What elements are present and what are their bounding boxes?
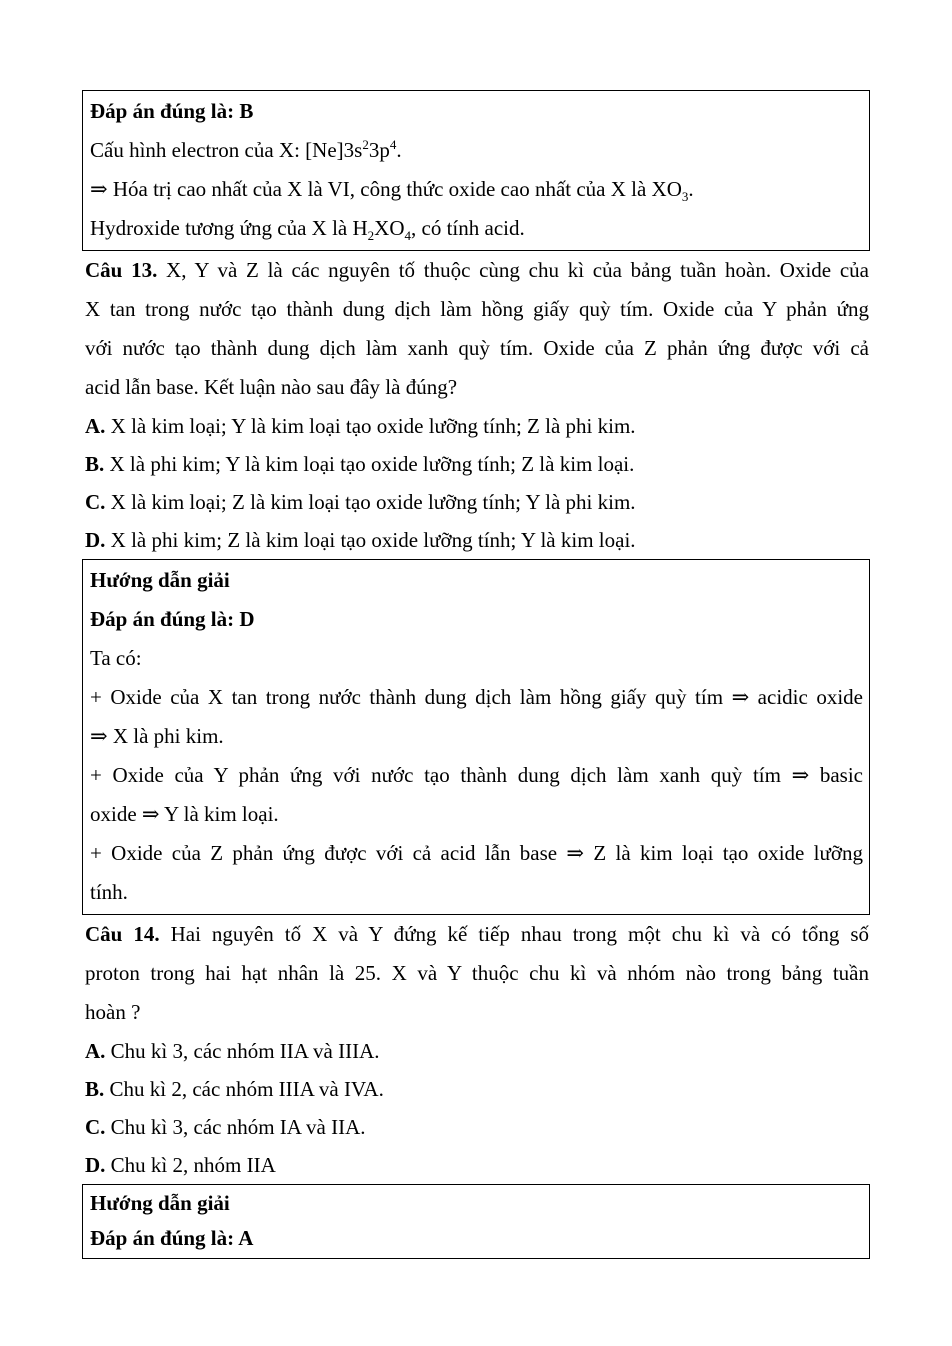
solution-point-z-line-2: tính. xyxy=(90,880,128,904)
option-text: Chu kì 3, các nhóm IA và IIA. xyxy=(105,1115,366,1139)
question-13-number: Câu 13. xyxy=(85,258,158,282)
subscript: 2 xyxy=(367,228,375,244)
question-13-line-2: X tan trong nước tạo thành dung dịch làm hồng giấy quỳ tím. Oxide của Y phản ứng xyxy=(85,297,869,321)
option-a xyxy=(85,1032,869,1070)
answer-label: Đáp án đúng là: B xyxy=(90,99,254,123)
solution-point-y-line-2: oxide ⇒ Y là kim loại. xyxy=(90,802,279,826)
solution-heading xyxy=(90,1186,863,1221)
question-13-options xyxy=(82,407,870,559)
option-text: X là kim loại; Z là kim loại tạo oxide lưỡng tính; Y là phi kim. xyxy=(105,490,636,514)
solution-intro: Ta có: xyxy=(90,646,142,670)
text-segment: . xyxy=(688,177,694,201)
solution-box-q13 xyxy=(82,559,870,915)
answer-line xyxy=(90,92,863,131)
option-d xyxy=(85,1146,869,1184)
text-segment: X, Y và Z là các nguyên tố thuộc cùng chu kì của bảng tuần hoàn. Oxide của xyxy=(157,258,869,282)
question-13 xyxy=(82,251,870,407)
text-segment: XO xyxy=(374,216,405,240)
option-text: Chu kì 2, các nhóm IIIA và IVA. xyxy=(104,1077,384,1101)
option-label: B. xyxy=(85,1077,105,1101)
text-segment: , có tính acid. xyxy=(411,216,525,240)
question-14 xyxy=(82,915,870,1032)
answer-line xyxy=(90,1221,863,1256)
solution-point-x-line-2: ⇒ X là phi kim. xyxy=(90,724,224,748)
superscript: 4 xyxy=(389,137,397,152)
question-13-line-1 xyxy=(85,251,869,290)
document-content xyxy=(82,90,870,1259)
answer-line xyxy=(90,600,863,639)
option-b xyxy=(85,445,869,483)
solution-heading xyxy=(90,561,863,600)
superscript: 2 xyxy=(362,137,369,152)
option-label: A. xyxy=(85,414,106,438)
solution-point-y-line-1: + Oxide của Y phản ứng với nước tạo thành dung dịch làm xanh quỳ tím ⇒ basic xyxy=(90,763,863,787)
option-label: C. xyxy=(85,1115,106,1139)
option-label: C. xyxy=(85,490,106,514)
option-c xyxy=(85,483,869,521)
text-segment: Cấu hình electron của X: [Ne]3s xyxy=(90,138,363,162)
electron-config-line xyxy=(90,131,863,170)
text-segment: . xyxy=(396,138,402,162)
option-label: D. xyxy=(85,528,106,552)
answer-label: Đáp án đúng là: D xyxy=(90,607,255,631)
option-a xyxy=(85,407,869,445)
option-c xyxy=(85,1108,869,1146)
answer-box-q12 xyxy=(82,90,870,251)
text-segment: Hydroxide tương ứng của X là H xyxy=(90,216,368,240)
solution-heading-text: Hướng dẫn giải xyxy=(90,1191,230,1215)
text-segment: ⇒ Hóa trị cao nhất của X là VI, công thức oxide cao nhất của X là XO xyxy=(90,177,682,201)
text-segment: 3p xyxy=(368,138,390,162)
text-segment: Hai nguyên tố X và Y đứng kế tiếp nhau trong một chu kì và có tổng số xyxy=(159,922,869,946)
question-13-line-3: với nước tạo thành dung dịch làm xanh quỳ tím. Oxide của Z phản ứng được với cả xyxy=(85,336,869,360)
option-text: X là kim loại; Y là kim loại tạo oxide lưỡng tính; Z là phi kim. xyxy=(105,414,636,438)
solution-heading-text: Hướng dẫn giải xyxy=(90,568,230,592)
option-b xyxy=(85,1070,869,1108)
solution-point-z-line-1: + Oxide của Z phản ứng được với cả acid lẫn base ⇒ Z là kim loại tạo oxide lưỡng xyxy=(90,841,863,865)
option-label: D. xyxy=(85,1153,106,1177)
solution-box-q14 xyxy=(82,1184,870,1259)
question-14-line-2: proton trong hai hạt nhân là 25. X và Y thuộc chu kì và nhóm nào trong bảng tuần xyxy=(85,961,869,985)
option-text: X là phi kim; Y là kim loại tạo oxide lưỡng tính; Z là kim loại. xyxy=(104,452,635,476)
hydroxide-line xyxy=(90,209,863,248)
question-13-line-4: acid lẫn base. Kết luận nào sau đây là đúng? xyxy=(85,375,458,399)
option-d xyxy=(85,521,869,559)
question-14-line-3: hoàn ? xyxy=(85,1000,141,1024)
question-14-line-1 xyxy=(85,915,869,954)
option-label: B. xyxy=(85,452,105,476)
valence-line xyxy=(90,170,863,209)
question-14-options xyxy=(82,1032,870,1184)
option-text: Chu kì 2, nhóm IIA xyxy=(105,1153,276,1177)
subscript: 4 xyxy=(404,228,412,244)
subscript: 3 xyxy=(681,189,689,205)
answer-label: Đáp án đúng là: A xyxy=(90,1226,254,1250)
option-text: X là phi kim; Z là kim loại tạo oxide lưỡng tính; Y là kim loại. xyxy=(105,528,636,552)
option-label: A. xyxy=(85,1039,106,1063)
solution-point-x-line-1: + Oxide của X tan trong nước thành dung dịch làm hồng giấy quỳ tím ⇒ acidic oxide xyxy=(90,685,863,709)
question-14-number: Câu 14. xyxy=(85,922,160,946)
option-text: Chu kì 3, các nhóm IIA và IIIA. xyxy=(105,1039,380,1063)
